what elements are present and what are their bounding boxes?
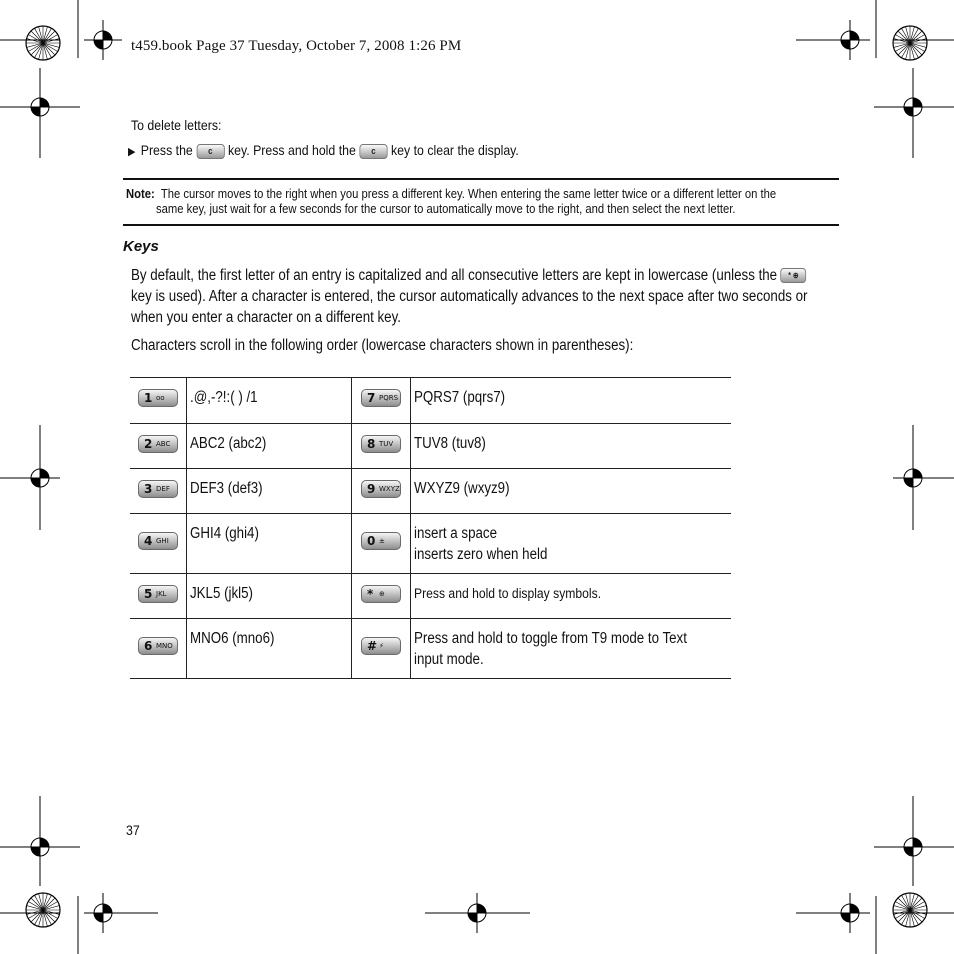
key-5-icon (138, 585, 178, 603)
para1-line2: key is used). After a character is entered, the cursor automatically advances to the next space after two seconds or (131, 288, 808, 305)
key-letters: JKL (156, 589, 167, 598)
table-row (130, 378, 731, 424)
key-4-icon (138, 532, 178, 550)
key-0-icon (361, 532, 401, 550)
key-cell (352, 619, 411, 679)
key-description (187, 378, 352, 424)
clear-key-icon: c (196, 144, 224, 159)
bullet-arrow-icon: ▶ (128, 146, 136, 158)
key-cell (130, 378, 187, 424)
key-letters: ± (379, 537, 385, 545)
key-1-icon (138, 389, 178, 407)
key-number: 0 (367, 534, 376, 548)
key-9-icon (361, 480, 401, 498)
key-description (411, 574, 732, 619)
key-cell (352, 574, 411, 619)
description-line: ABC2 (abc2) (190, 435, 267, 452)
note-top-rule (123, 178, 839, 180)
key-description (411, 619, 732, 679)
key-number: 4 (144, 534, 153, 548)
para2: Characters scroll in the following order (lowercase characters shown in parentheses): (131, 337, 634, 354)
star-key-icon: * ⊕ (781, 268, 807, 283)
key-8-icon (361, 435, 401, 453)
description-line: insert a space (414, 525, 497, 542)
key-description (187, 574, 352, 619)
clear-key-icon-2: c (359, 144, 387, 159)
key-character-table (130, 377, 731, 679)
key-3-icon (138, 480, 178, 498)
key-cell (130, 424, 187, 469)
description-line: JKL5 (jkl5) (190, 585, 253, 602)
description-line: input mode. (414, 651, 484, 668)
note-line-2: same key, just wait for a few seconds for the cursor to automatically move to the right, and then select the next letter. (156, 202, 736, 216)
key-cell (352, 469, 411, 514)
para1-line1 (131, 265, 810, 286)
key-7-icon (361, 389, 401, 407)
press-hold-text: key. Press and hold the (227, 142, 356, 158)
table-row (130, 469, 731, 514)
key-6-icon (138, 637, 178, 655)
clear-display-text: key to clear the display. (391, 142, 519, 158)
key-number: 5 (144, 586, 153, 601)
key-letters: WXYZ (379, 484, 400, 493)
delete-instruction (128, 142, 519, 159)
key-number: 6 (144, 639, 153, 653)
description-line: GHI4 (ghi4) (190, 525, 259, 542)
keys-heading: Keys (123, 238, 159, 255)
note-bottom-rule (123, 224, 839, 226)
key-letters: ⚡ (379, 642, 384, 650)
print-header: t459.book Page 37 Tuesday, October 7, 2008 1:26 PM (131, 38, 462, 54)
key-number: 8 (367, 436, 376, 451)
key-number: 7 (367, 391, 376, 405)
para1-text-1: By default, the first letter of an entry is capitalized and all consecutive letters are kept in lowercase (unless the (131, 267, 778, 284)
key-star-icon (361, 585, 401, 603)
key-description (411, 469, 732, 514)
key-letters: oo (156, 394, 165, 402)
table-row (130, 619, 731, 679)
key-number: 9 (367, 481, 376, 496)
description-line: Press and hold to display symbols. (414, 586, 602, 601)
note-line-1 (126, 187, 776, 201)
description-line: inserts zero when held (414, 546, 548, 563)
key-description (411, 378, 732, 424)
key-pound-icon (361, 637, 401, 655)
description-line: TUV8 (tuv8) (414, 435, 486, 452)
key-2-icon (138, 435, 178, 453)
key-letters: ABC (156, 439, 171, 448)
page-number: 37 (126, 822, 140, 838)
table-row (130, 424, 731, 469)
key-cell (130, 469, 187, 514)
key-cell (352, 424, 411, 469)
key-cell (352, 378, 411, 424)
key-description (187, 514, 352, 574)
description-line: PQRS7 (pqrs7) (414, 389, 506, 406)
note-text-1: The cursor moves to the right when you press a different key. When entering the same letter twice or a different letter on the (160, 187, 777, 201)
description-line: WXYZ9 (wxyz9) (414, 480, 510, 497)
key-cell (130, 619, 187, 679)
key-cell (352, 514, 411, 574)
key-letters: TUV (379, 439, 394, 448)
press-the-text: Press the (140, 142, 193, 158)
key-letters: PQRS (379, 394, 399, 402)
table-row (130, 574, 731, 619)
key-description (187, 424, 352, 469)
key-letters: MNO (156, 642, 173, 650)
key-description (187, 619, 352, 679)
key-cell (130, 514, 187, 574)
key-number: 2 (144, 436, 153, 451)
key-cell (130, 574, 187, 619)
key-number: 3 (144, 481, 153, 496)
key-letters: ⊕ (379, 589, 385, 598)
description-line: Press and hold to toggle from T9 mode to Text (414, 630, 687, 647)
para1-line3: when you enter a character on a different key. (131, 309, 401, 326)
key-number: * (367, 586, 374, 601)
key-description (411, 514, 732, 574)
delete-intro: To delete letters: (131, 117, 222, 133)
description-line: DEF3 (def3) (190, 480, 263, 497)
note-label: Note: (126, 187, 155, 201)
table-row (130, 514, 731, 574)
key-number: # (367, 639, 378, 653)
description-line: .@,-?!:( ) /1 (190, 389, 258, 406)
key-letters: GHI (156, 537, 169, 545)
key-letters: DEF (156, 484, 170, 493)
key-number: 1 (144, 391, 153, 405)
description-line: MNO6 (mno6) (190, 630, 275, 647)
key-description (411, 424, 732, 469)
key-description (187, 469, 352, 514)
